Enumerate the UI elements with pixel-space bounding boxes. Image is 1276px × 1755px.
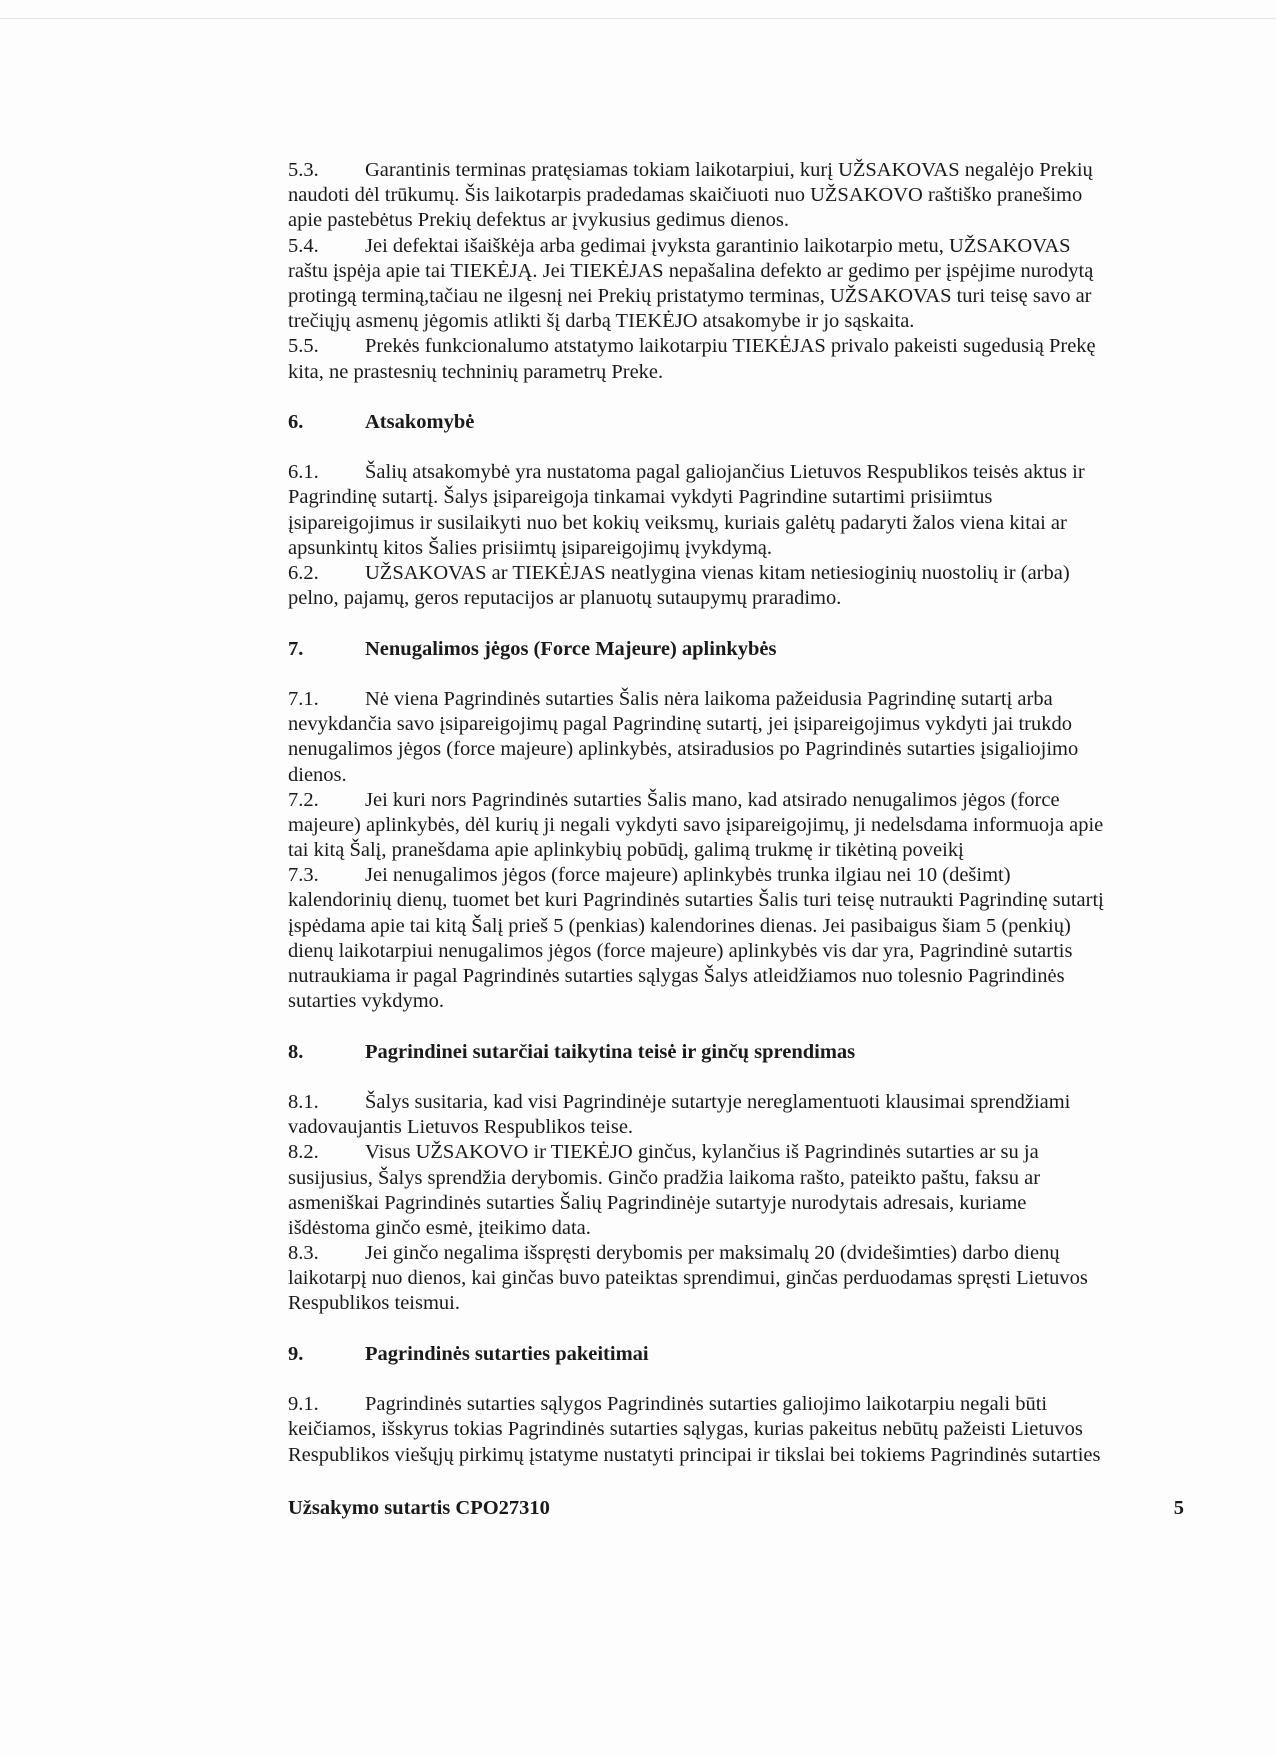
paragraph-line (288, 460, 1198, 485)
paragraph-line (288, 208, 1198, 233)
clause-text: Garantinis terminas pratęsiamas tokiam laikotarpiui, kurį UŽSAKOVAS negalėjo Prekių (365, 159, 1093, 181)
footer-title: Užsakymo sutartis CPO27310 (288, 1497, 550, 1519)
section-number: 7. (288, 637, 304, 660)
section-heading (288, 637, 1198, 662)
clause-text: trečiųjų asmenų jėgomis atlikti šį darbą TIEKĖJO atsakomybe ir jo sąskaita. (288, 310, 915, 333)
clause-text: laikotarpį nuo dienos, kai ginčas buvo pateiktas sprendimui, ginčas perduodamas spręsti Lietuvos (288, 1267, 1088, 1290)
paragraph-line (288, 536, 1198, 561)
paragraph-line (288, 1291, 1198, 1316)
paragraph-line (288, 586, 1198, 611)
paragraph-line (288, 485, 1198, 510)
clause-text: Jei ginčo negalima išspręsti derybomis per maksimalų 20 (dvidešimties) darbo dienų (365, 1242, 1060, 1265)
paragraph-line (288, 863, 1198, 888)
clause-text: kalendorinių dienų, tuomet bet kuri Pagrindinės sutarties Šalis turi teisę nutraukti Pagrindinę sutartį (288, 889, 1104, 912)
paragraph-line (288, 964, 1198, 989)
clause-text: išdėstoma ginčo esmė, įteikimo data. (288, 1216, 591, 1239)
clause-text: apsunkintų kitos Šalies prisiimtų įsipareigojimų įvykdymą. (288, 536, 773, 559)
paragraph-line (288, 763, 1198, 788)
paragraph-line (288, 712, 1198, 737)
paragraph-line (288, 561, 1198, 586)
paragraph-line (288, 813, 1198, 838)
clause-number: 7.3. (288, 864, 319, 887)
clause-text: Jei kuri nors Pagrindinės sutarties Šalis mano, kad atsirado nenugalimos jėgos (force (365, 788, 1060, 811)
clause-number: 5.5. (288, 335, 319, 358)
clause-text: Jei defektai išaiškėja arba gedimai įvyksta garantinio laikotarpio metu, UŽSAKOVAS (365, 234, 1071, 257)
paragraph-line (288, 989, 1198, 1014)
paragraph-line (288, 259, 1198, 284)
paragraph-line (288, 1191, 1198, 1216)
paragraph-line (288, 1115, 1198, 1140)
paragraph-line (288, 1392, 1198, 1417)
clause-text: naudoti dėl trūkumų. Šis laikotarpis pradedamas skaičiuoti nuo UŽSAKOVO raštiško pranešimo (288, 184, 1083, 207)
section-number: 6. (288, 410, 304, 433)
clause-text: pelno, pajamų, geros reputacijos ar planuotų sutaupymų praradimo. (288, 587, 842, 610)
clause-text: keičiamos, išskyrus tokias Pagrindinės sutarties sąlygas, kurias pakeitus nebūtų pažeisti Lietuvos (288, 1418, 1083, 1441)
clause-text: Pagrindinę sutartį. Šalys įsipareigoja tinkamai vykdyti Pagrindine sutartimi prisiimtus (288, 486, 993, 509)
clause-text: tai kitą Šalį, pranešdama apie aplinkybių pobūdį, galimą trukmę ir tikėtiną poveikį (288, 839, 964, 862)
paragraph-line (288, 737, 1198, 762)
paragraph-line (288, 1216, 1198, 1241)
paragraph-line (288, 284, 1198, 309)
paragraph-line (288, 1140, 1198, 1165)
paragraph-line (288, 1090, 1198, 1115)
clause-text: nutraukiama ir pagal Pagrindinės sutarties sąlygas Šalys atleidžiamos nuo tolesnio Pagrindinės (288, 965, 1065, 987)
section-heading (288, 1040, 1198, 1065)
heading-text: Nenugalimos jėgos (Force Majeure) aplinkybės (365, 637, 777, 660)
page-number: 5 (1173, 1497, 1184, 1519)
clause-text: Visus UŽSAKOVO ir TIEKĖJO ginčus, kylančius iš Pagrindinės sutarties ar su ja (365, 1141, 1039, 1164)
clause-number: 5.3. (288, 159, 319, 181)
clause-text: Prekės funkcionalumo atstatymo laikotarpiu TIEKĖJAS privalo pakeisti sugedusią Prekę (365, 335, 1096, 358)
clause-text: įsipareigojimus ir susilaikyti nuo bet kokių veiksmų, kuriais galėtų padaryti žalos viena kitai ar (288, 511, 1067, 534)
paragraph-line (288, 511, 1198, 536)
paragraph-line (288, 234, 1198, 259)
clause-number: 6.1. (288, 461, 319, 484)
paragraph-line (288, 939, 1198, 964)
clause-text: dienų laikotarpiui nenugalimos jėgos (force majeure) aplinkybės vis dar yra, Pagrindinė sutartis (288, 939, 1073, 962)
paragraph-line (288, 1166, 1198, 1191)
heading-text: Pagrindinės sutarties pakeitimai (365, 1342, 649, 1365)
clause-text: nevykdančia savo įsipareigojimų pagal Pagrindinę sutartį, jei įsipareigojimus vykdyti jai trukdo (288, 713, 1072, 736)
clause-text: asmeniškai Pagrindinės sutarties Šalių Pagrindinėje sutartyje nurodytais adresais, kuriame (288, 1191, 1027, 1214)
clause-text: sutarties vykdymo. (288, 990, 445, 1013)
clause-number: 6.2. (288, 562, 319, 584)
clause-text: Respublikos teismui. (288, 1292, 460, 1315)
clause-text: Šalių atsakomybė yra nustatoma pagal galiojančius Lietuvos Respublikos teisės aktus ir (365, 461, 1085, 484)
heading-text: Atsakomybė (365, 410, 475, 433)
page-footer (288, 1497, 1184, 1520)
paragraph-line (288, 1241, 1198, 1266)
paragraph-line (288, 838, 1198, 863)
clause-text: UŽSAKOVAS ar TIEKĖJAS neatlygina vienas kitam netiesioginių nuostolių ir (arba) (365, 562, 1070, 584)
clause-text: nenugalimos jėgos (force majeure) aplinkybės, atsiradusios po Pagrindinės sutarties įsigaliojimo (288, 738, 1079, 761)
clause-text: Nė viena Pagrindinės sutarties Šalis nėra laikoma pažeidusia Pagrindinę sutartį arba (365, 687, 1053, 710)
clause-number: 5.4. (288, 234, 319, 257)
paragraph-line (288, 1266, 1198, 1291)
paragraph-line (288, 914, 1198, 939)
heading-text: Pagrindinei sutarčiai taikytina teisė ir ginčų sprendimas (365, 1040, 856, 1063)
paragraph-line (288, 360, 1198, 385)
clause-number: 8.1. (288, 1090, 319, 1113)
clause-number: 8.3. (288, 1242, 319, 1265)
paragraph-line (288, 309, 1198, 334)
clause-text: Jei nenugalimos jėgos (force majeure) aplinkybės trunka ilgiau nei 10 (dešimt) (365, 864, 1011, 887)
clause-text: Respublikos viešųjų pirkimų įstatyme nustatyti principai ir tikslai bei tokiems Pagrindinės sutarties (288, 1443, 1101, 1466)
clause-number: 7.2. (288, 788, 319, 811)
document-body (288, 158, 1198, 1468)
section-number: 8. (288, 1040, 304, 1063)
clause-text: raštu įspėja apie tai TIEKĖJĄ. Jei TIEKĖJAS nepašalina defekto ar gedimo per įspėjime nurodytą (288, 259, 1094, 282)
paragraph-line (288, 334, 1198, 359)
clause-number: 7.1. (288, 687, 319, 710)
scan-edge-line (0, 18, 1276, 19)
clause-text: Šalys susitaria, kad visi Pagrindinėje sutartyje nereglamentuoti klausimai sprendžiami (365, 1090, 1071, 1113)
paragraph-line (288, 1417, 1198, 1442)
clause-text: kita, ne prastesnių techninių parametrų Preke. (288, 360, 664, 383)
section-heading (288, 410, 1198, 435)
clause-text: protingą terminą,tačiau ne ilgesnį nei Prekių pristatymo terminas, UŽSAKOVAS turi teisę savo ar (288, 284, 1092, 307)
clause-text: majeure) aplinkybės, dėl kurių ji negali vykdyti savo įsipareigojimų, ji nedelsdama informuoja apie (288, 813, 1104, 836)
paragraph-line (288, 183, 1198, 208)
clause-text: vadovaujantis Lietuvos Respublikos teise. (288, 1116, 634, 1139)
paragraph-line (288, 788, 1198, 813)
clause-text: įspėdama apie tai kitą Šalį prieš 5 (penkias) kalendorines dienas. Jei pasibaigus šiam 5 (penkių) (288, 914, 1071, 937)
paragraph-line (288, 158, 1198, 183)
paragraph-line (288, 687, 1198, 712)
paragraph-line (288, 888, 1198, 913)
clause-text: apie pastebėtus Prekių defektus ar įvykusius gedimus dienos. (288, 209, 790, 232)
section-number: 9. (288, 1342, 304, 1365)
clause-text: dienos. (288, 763, 347, 786)
clause-number: 8.2. (288, 1141, 319, 1164)
clause-text: Pagrindinės sutarties sąlygos Pagrindinės sutarties galiojimo laikotarpiu negali būti (365, 1393, 1048, 1416)
clause-text: susijusius, Šalys sprendžia derybomis. Ginčo pradžia laikoma rašto, pateikto paštu, faksu ar (288, 1166, 1041, 1189)
section-heading (288, 1342, 1198, 1367)
clause-number: 9.1. (288, 1393, 319, 1416)
paragraph-line (288, 1443, 1198, 1468)
